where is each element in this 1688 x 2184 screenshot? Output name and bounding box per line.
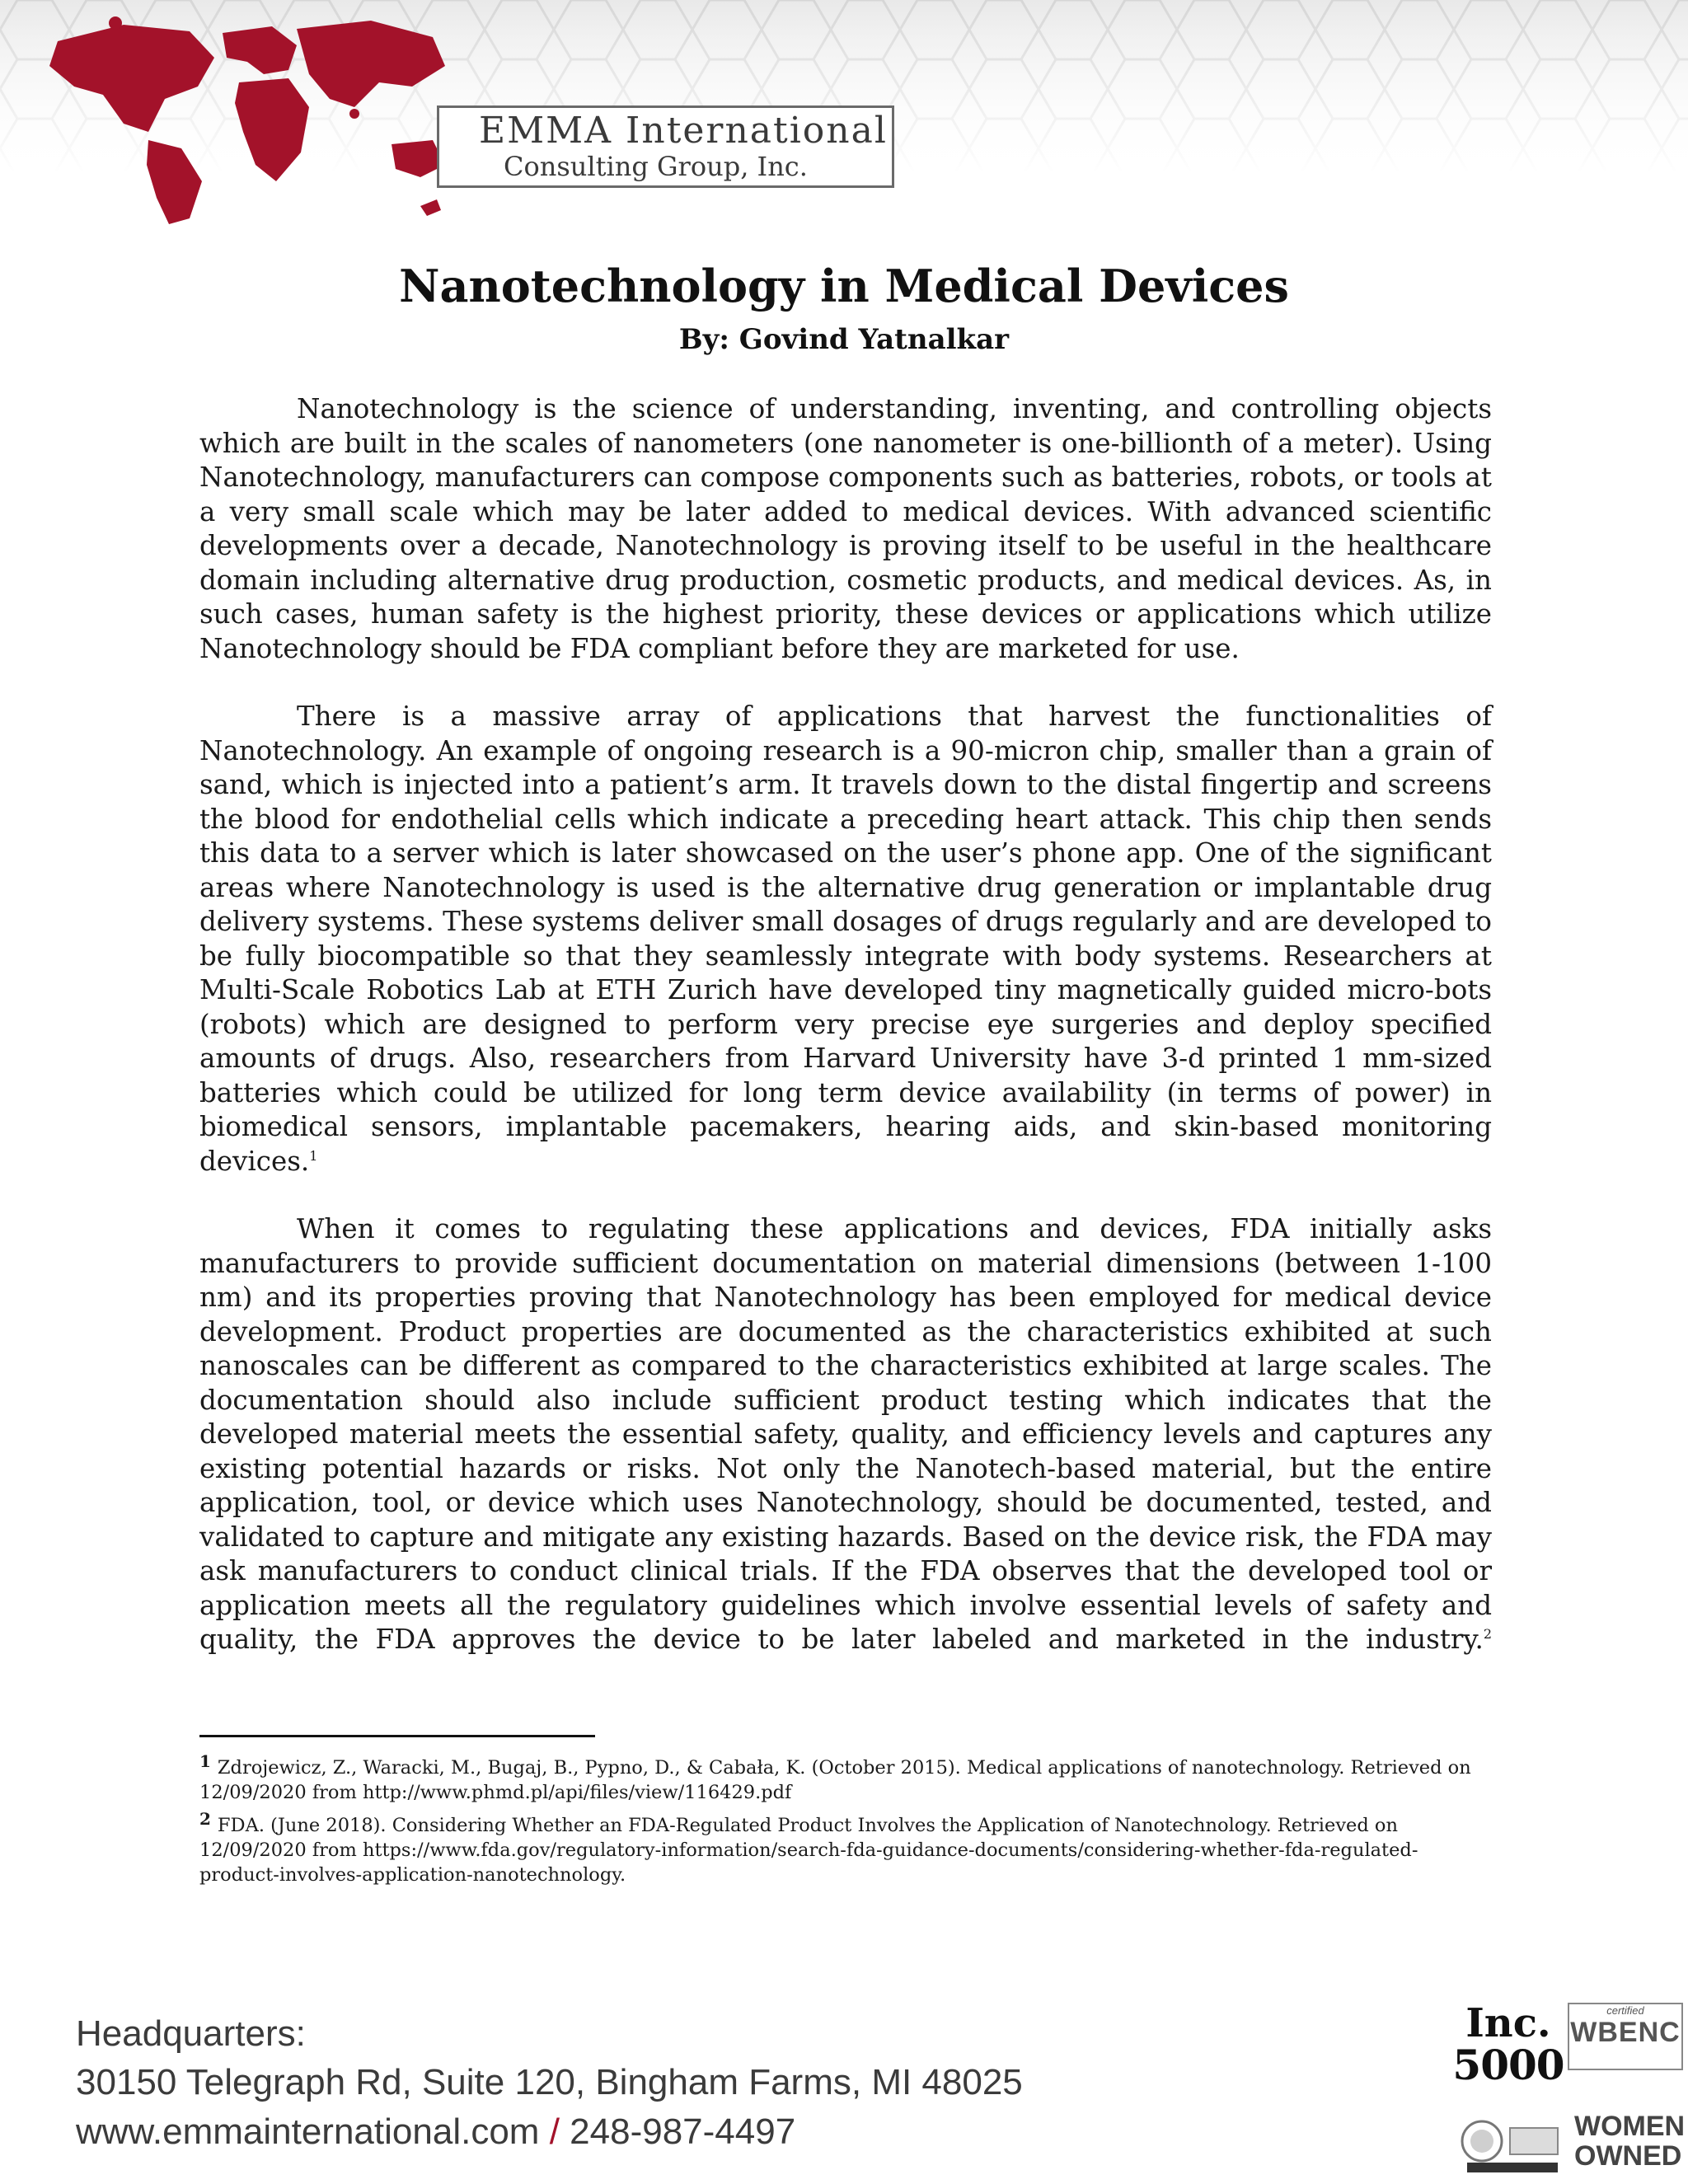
article-body bbox=[199, 392, 1492, 1691]
company-logo-box bbox=[437, 105, 894, 188]
paragraph: When it comes to regulating these applications and devices, FDA initially asks manufacturers to provide sufficient documentation on material dimensions (between 1-100 nm) and its properties proving that Nanotechnology has been employed for medical device development. Product properties are documented as the characteristics exhibited at such nanoscales can be different as compared to the characteristics exhibited at large scales. The documentation should also include sufficient product testing which indicates that the developed material meets the essential safety, quality, and efficiency levels and captures any existing potential hazards or risks. Not only the Nanotech-based material, but the entire application, tool, or device which uses Nanotechnology, should be documented, tested, and validated to capture and mitigate any existing hazards. Based on the device risk, the FDA may ask manufacturers to conduct clinical trials. If the FDA observes that the developed tool or application meets all the regulatory guidelines which involve essential levels of safety and quality, the FDA approves the device to be later labeled and marketed in the industry.$^2$ bbox=[199, 1213, 1492, 1655]
author-byline: By: Govind Yatnalkar bbox=[678, 323, 1010, 356]
footnote-divider bbox=[199, 1735, 595, 1737]
footnote bbox=[199, 1750, 1492, 1805]
document-title: Nanotechnology in Medical Devices bbox=[399, 260, 1289, 312]
footer-contact bbox=[76, 2011, 1023, 2156]
iso-seal-icon bbox=[1459, 2110, 1566, 2176]
women-owned-badge: WOMEN OWNED bbox=[1574, 2111, 1686, 2172]
certification-badges bbox=[1451, 1994, 1688, 2184]
website-link[interactable]: www.emmainternational.com bbox=[76, 2111, 540, 2152]
footnote-ref: 2 bbox=[1483, 1626, 1492, 1643]
hq-address: 30150 Telegraph Rd, Suite 120, Bingham Farms, MI 48025 bbox=[76, 2062, 1023, 2102]
logo-subtitle: Consulting Group, Inc. bbox=[504, 151, 808, 182]
world-map-logo bbox=[25, 8, 453, 231]
hq-label: Headquarters: bbox=[76, 2013, 306, 2054]
separator: / bbox=[549, 2111, 560, 2152]
inc5000-badge: Inc. 5000 bbox=[1452, 2000, 1564, 2089]
contact-line bbox=[76, 2108, 1023, 2156]
paragraph: There is a massive array of applications that harvest the functionalities of Nanotechnology. An example of ongoing research is a 90-micron chip, smaller than a grain of sand, which is injected into a patient’s arm. It travels down to the distal fingertip and screens the blood for endothelial cells which indicate a preceding heart attack. This chip then sends this data to a server which is later showcased on the user’s phone app. One of the significant areas where Nanotechnology is used is the alternative drug generation or implantable drug delivery systems. These systems deliver small dosages of drugs regularly and are developed to be fully biocompatible so that they seamlessly integrate with body systems. Researchers at Multi-Scale Robotics Lab at ETH Zurich have developed tiny magnetically guided micro-bots (robots) which are designed to perform very precise eye surgeries and deploy specified amounts of drugs. Also, researchers from Harvard University have 3-d printed 1 mm-sized batteries which could be utilized for long term device availability (in terms of power) in biomedical sensors, implantable pacemakers, hearing aids, and skin-based monitoring devices.$^1$ bbox=[199, 701, 1492, 1177]
phone-number[interactable]: 248-987-4497 bbox=[570, 2111, 796, 2152]
footnote-text: Zdrojewicz, Z., Waracki, M., Bugaj, B., Pypno, D., & Cabała, K. (October 2015). Medical applications of nanotechnology. Retrieved on 12/09/2020 from http://www.phmd.pl/api/files/view/116429.pdf bbox=[199, 1757, 1471, 1803]
footnote-number: 1 bbox=[199, 1750, 211, 1771]
paragraph: Nanotechnology is the science of understanding, inventing, and controlling objects which are built in the scales of nanometers (one nanometer is one-billionth of a meter). Using Nanotechnology, manufacturers can compose components such as batteries, robots, or tools at a very small scale which may be later added to medical devices. With advanced scientific developments over a decade, Nanotechnology is proving itself to be useful in the healthcare domain including alternative drug production, cosmetic products, and medical devices. As, in such cases, human safety is the highest priority, these devices or applications which utilize Nanotechnology should be FDA compliant before they are marketed for use. bbox=[199, 393, 1492, 664]
footnote-ref: 1 bbox=[309, 1147, 318, 1164]
wbenc-badge: certified WBENC bbox=[1568, 2003, 1683, 2070]
footnotes bbox=[199, 1750, 1492, 1896]
footnote-text: FDA. (June 2018). Considering Whether an FDA-Regulated Product Involves the Application of Nanotechnology. Retrieved on 12/09/2020 from https://www.fda.gov/regulatory-information/search-fda-guidance-documents/considering-whether-fda-regulated-product-involves-application-nanotechnology. bbox=[199, 1815, 1418, 1886]
footnote bbox=[199, 1808, 1492, 1887]
footnote-number: 2 bbox=[199, 1808, 211, 1829]
logo-name: EMMA International bbox=[479, 110, 888, 152]
